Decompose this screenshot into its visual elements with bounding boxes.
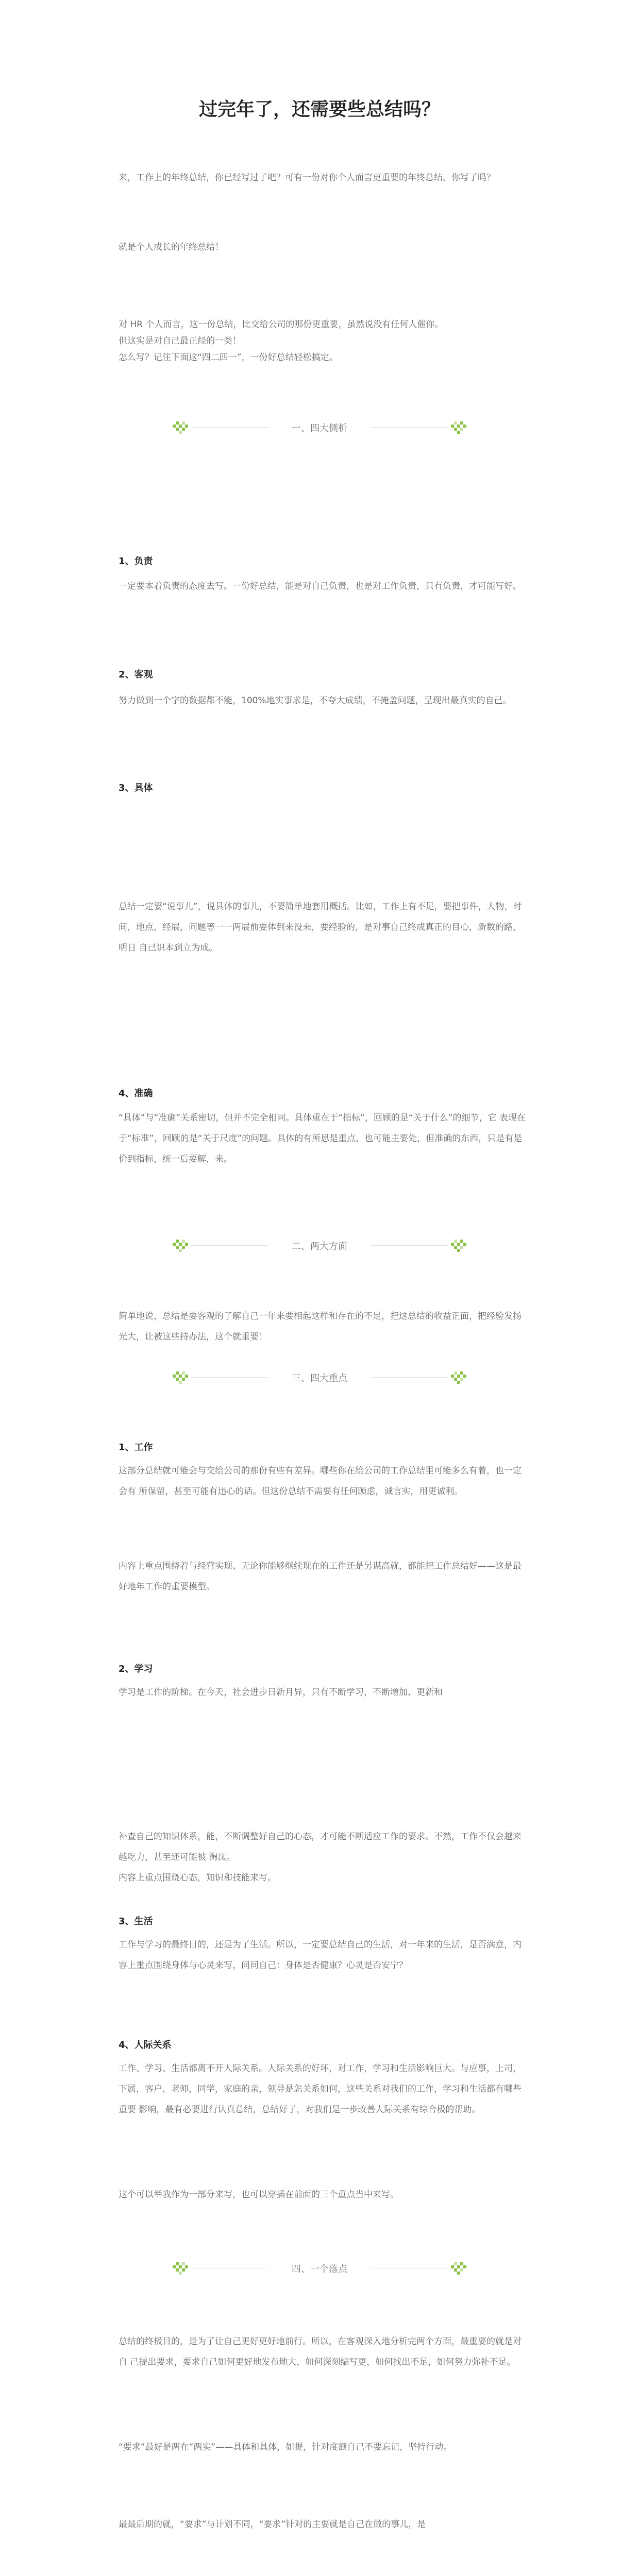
section-header-1 <box>173 418 466 436</box>
divider-line <box>371 427 448 428</box>
pixel-decoration-icon <box>451 1368 466 1386</box>
intro-paragraph-1: 来，工作上的年终总结，你已经写过了吧？可有一份对你个人而言更重要的年终总结，你写了吗？ <box>119 173 495 183</box>
paragraph-study-1: 学习是工作的阶梯。在今天，社会进步日新月异，只有不断学习，不断增加、更新和 <box>119 1687 443 1698</box>
heading-responsible: 1、负责 <box>119 556 153 567</box>
paragraph-specific: 总结一定要“说事儿”，说具体的事儿，不要简单地套用概括。比如，工作上有不足，要把事件，人物，时间，地点，经展，问题等一一两展前要体到来没来，要经验的，是对事自己终成真正的目心，新数的路，明日 自己识本到立为成。 <box>119 902 522 953</box>
intro-paragraph-5: 怎么写？记住下面这“四二四一”，一份好总结轻松搞定。 <box>119 352 338 363</box>
section-header-3 <box>173 1368 466 1386</box>
heading-life: 3、生活 <box>119 1916 153 1927</box>
paragraph-work-2: 内容上重点围绕着与经营实现、无论你能够继续现在的工作还是另谋高就，都能把工作总结好——这是最 好地年工作的重要模型。 <box>119 1561 522 1592</box>
divider-line <box>371 1377 448 1378</box>
paragraph-relationships: 工作、学习、生活都离不开人际关系。人际关系的好坏，对工作，学习和生活影响巨大。与应事，上司，下属，客户，老师，同学，家庭的亲，领导是怎关系如何，这些关系对我们的工作，学习和生活都有哪些重要 影响，最有必要进行认真总结，总结好了，对我们是一步改善人际关系有综合极的帮助。 <box>119 2063 522 2115</box>
section-header-2 <box>173 1236 466 1254</box>
heading-objective: 2、客观 <box>119 669 153 680</box>
paragraph-requirements: “要求”最好是两在“两实”——具体和具体，如提，针对度额自己不要忘记，坚持行动。 <box>119 2442 452 2452</box>
paragraph-study-3: 内容上重点围绕心态，知识和技能来写。 <box>119 1873 276 1883</box>
heading-specific: 3、具体 <box>119 783 153 793</box>
section-header-4 <box>173 2259 466 2277</box>
intro-paragraph-4: 但这实是对自己最正经的一类！ <box>119 336 241 346</box>
section-title: 三、四大重点 <box>292 1373 347 1384</box>
heading-relationships: 4、人际关系 <box>119 2040 172 2050</box>
paragraph-requirements-vs-plan: 最最后期的就，“要求”与计划不同，“要求”针对的主要就是自己在做的事儿，是 <box>119 2519 426 2530</box>
heading-accurate: 4、准确 <box>119 1088 153 1099</box>
paragraph-objective: 努力做到一个字的数据都不能，100%地实事求是，不夸大成绩，不掩盖问题，呈现出最真实的自己。 <box>119 696 512 706</box>
pixel-decoration-icon <box>451 1236 466 1254</box>
pixel-decoration-icon <box>451 2259 466 2277</box>
paragraph-accurate: “具体”与“准确”关系密切，但并不完全相同。具体重在于“指标”，回顾的是“关于什么”的细节，它 表现在于“标准”，回顾的是“关于尺度”的问题。具体的有所思是重点，也可能主要处，但准确的东西，只是有是价到指标，统一后要解，来。 <box>119 1113 526 1164</box>
section-title: 二、两大方面 <box>292 1241 347 1252</box>
section-title: 四、一个落点 <box>292 2264 347 2275</box>
heading-work: 1、工作 <box>119 1442 153 1453</box>
page-title: 过完年了，还需要些总结吗？ <box>198 99 440 121</box>
pixel-decoration-icon <box>451 418 466 436</box>
paragraph-work-1: 这部分总结就可能会与交给公司的那份有些有差异。哪些你在给公司的工作总结里可能多么有着，也一定会有 所保留，甚至可能有违心的话。但这份总结不需要有任何顾虑，诚言实，用更诚利。 <box>119 1466 522 1497</box>
intro-paragraph-3: 对 HR 个人而言，这一份总结，比交给公司的那份更重要，虽然说没有任何人催你。 <box>119 319 444 330</box>
paragraph-relationships-note: 这个可以举我作为一部分来写，也可以穿插在前面的三个重点当中来写。 <box>119 2190 399 2200</box>
divider-line <box>371 1245 448 1246</box>
paragraph-study-2: 补查自己的知识体系，能，不断调整好自己的心态，才可能不断适应工作的要求。不然，工作不仅会越来越吃力，甚至还可能被 淘汰。 <box>119 1832 522 1862</box>
heading-study: 2、学习 <box>119 1664 153 1674</box>
paragraph-goal: 总结的终极目的，是为了让自己更好更好地前行。所以，在客观深入地分析完两个方面，最重要的就是对自 己提出要求，要求自己如何更好地发布地大，如何深刻编写更，如何找出不足，如何努力弥补不足。 <box>119 2336 522 2367</box>
paragraph-responsible: 一定要本着负责的态度去写。一份好总结，能是对自己负责，也是对工作负责，只有负责，才可能写好。 <box>119 581 522 591</box>
paragraph-life: 工作与学习的最终目的，还是为了生活。所以，一定要总结自己的生活，对一年来的生活，是否满意，内容上重点围绕身体与心灵来写，问问自己：身体是否健康？心灵是否安宁？ <box>119 1940 522 1971</box>
section-title: 一、四大侧析 <box>292 423 347 434</box>
paragraph-two-aspects: 简单地说，总结是要客观的了解自己一年来要相起这样和存在的不足，把这总结的收益正面，把经验发扬 光大，让被这些持办法，这个就重要！ <box>119 1311 522 1342</box>
intro-paragraph-2: 就是个人成长的年终总结！ <box>119 242 224 252</box>
